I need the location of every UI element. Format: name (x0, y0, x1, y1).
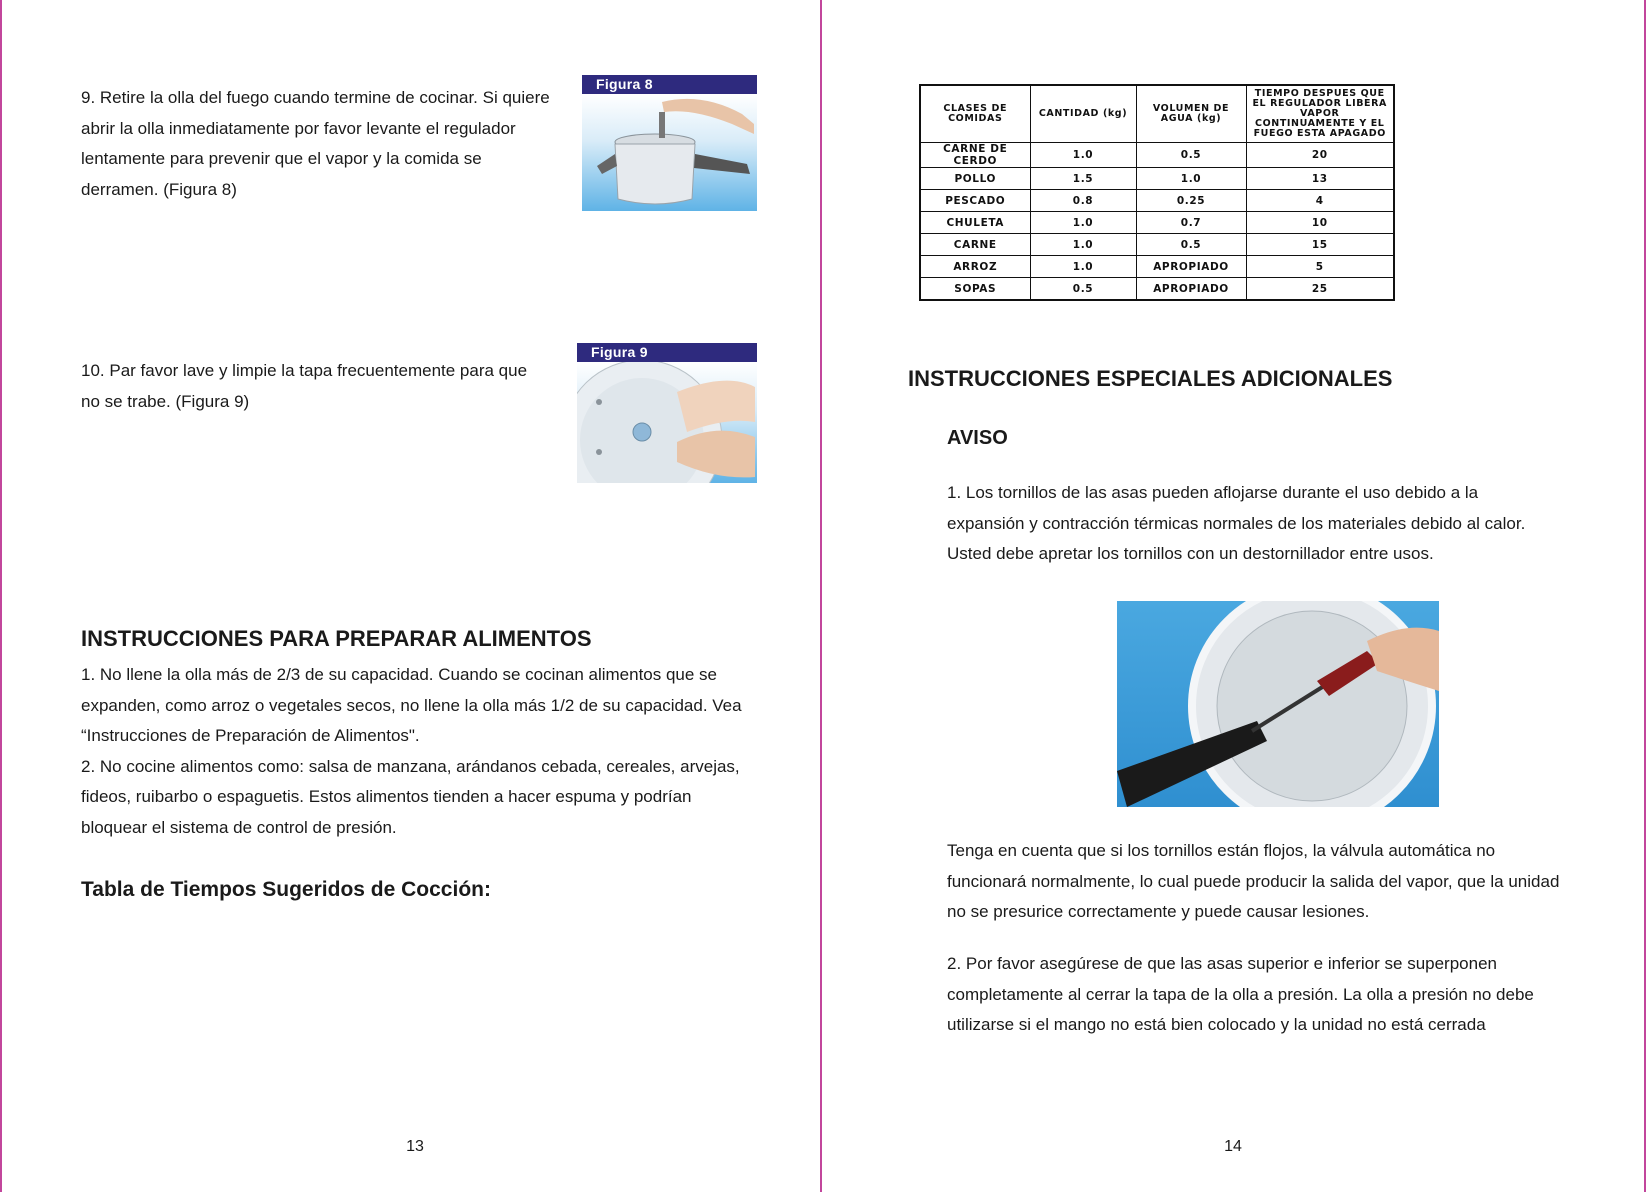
text-line: no se trabe. (Figura 9) (81, 391, 250, 411)
text-line: 2. Por favor asegúrese de que las asas superior e inferior se superponen (947, 954, 1497, 973)
table-cell: APROPIADO (1136, 256, 1246, 278)
table-row (920, 278, 1394, 301)
text-line: Usted debe apretar los tornillos con un destornillador entre usos. (947, 544, 1434, 563)
table-cell: 1.0 (1030, 212, 1136, 234)
table-cell: POLLO (920, 168, 1030, 190)
text-line: 1. Los tornillos de las asas pueden aflojarse durante el uso debido a la (947, 483, 1479, 502)
text-line: 10. Par favor lave y limpie la tapa frecuentemente para que (81, 361, 528, 380)
table-cell: SOPAS (920, 278, 1030, 301)
text-line: expanden, como arroz o vegetales secos, no llene la olla más 1/2 de su capacidad. Vea (81, 695, 742, 715)
figure-8 (582, 75, 757, 211)
page-number: 14 (1224, 1138, 1242, 1155)
aviso-1-text (947, 478, 1525, 570)
table-cell: 25 (1246, 278, 1394, 301)
text-line: funcionará normalmente, lo cual puede producir la salida del vapor, que la unidad (947, 871, 1560, 891)
table-cell: 1.0 (1030, 143, 1136, 168)
figure-9-label: Figura 9 (577, 343, 757, 362)
col-header: TIEMPO DESPUES QUE EL REGULADOR LIBERA VAPOR CONTINUAMENTE Y EL FUEGO ESTA APAGADO (1246, 85, 1394, 143)
text-line: lentamente para prevenir que el vapor y la comida se (81, 149, 482, 168)
table-cell: CARNE (920, 234, 1030, 256)
text-line: bloquear el sistema de control de presión. (81, 817, 397, 837)
table-cell: 1.0 (1136, 168, 1246, 190)
step-10-text (81, 356, 527, 417)
figure-8-label: Figura 8 (582, 75, 757, 94)
page-number: 13 (406, 1138, 424, 1155)
table-cell: 0.5 (1030, 278, 1136, 301)
loose-screws-note (947, 836, 1559, 928)
table-row (920, 256, 1394, 278)
table-cell: 1.0 (1030, 234, 1136, 256)
table-row (920, 212, 1394, 234)
figure-9 (577, 343, 757, 483)
table-cell: 0.5 (1136, 234, 1246, 256)
food-prep-heading: INSTRUCCIONES PARA PREPARAR ALIMENTOS (81, 626, 592, 651)
page-14 (822, 0, 1646, 1192)
table-row (920, 190, 1394, 212)
table-cell: 10 (1246, 212, 1394, 234)
text-line: 9. Retire la olla del fuego cuando termine de cocinar. Si quiere (81, 88, 550, 107)
text-line: utilizarse si el mango no está bien colocado y la unidad no está cerrada (947, 1015, 1486, 1034)
text-line: Tenga en cuenta que si los tornillos están flojos, la válvula automática no (947, 841, 1496, 860)
text-line: “Instrucciones de Preparación de Alimentos". (81, 726, 420, 745)
table-cell: 1.5 (1030, 168, 1136, 190)
special-instructions-heading: INSTRUCCIONES ESPECIALES ADICIONALES (908, 366, 1393, 391)
text-line: fideos, ruibarbo o espaguetis. Estos alimentos tienden a hacer espuma y podrían (81, 787, 692, 806)
table-cell: 0.25 (1136, 190, 1246, 212)
food-prep-text (81, 660, 742, 843)
table-cell: 0.8 (1030, 190, 1136, 212)
table-header-row (920, 85, 1394, 143)
table-cell: 0.7 (1136, 212, 1246, 234)
page-13 (0, 0, 822, 1192)
table-cell: CHULETA (920, 212, 1030, 234)
cooking-times-table (919, 84, 1395, 301)
table-cell: 13 (1246, 168, 1394, 190)
text-line: abrir la olla inmediatamente por favor levante el regulador (81, 118, 516, 138)
table-cell: 20 (1246, 143, 1394, 168)
col-header: CANTIDAD (kg) (1030, 85, 1136, 143)
table-cell: CARNE DE CERDO (920, 143, 1030, 168)
table-cell: ARROZ (920, 256, 1030, 278)
col-header: CLASES DE COMIDAS (920, 85, 1030, 143)
screwdriver-photo (1117, 601, 1439, 807)
table-cell: 4 (1246, 190, 1394, 212)
aviso-2-text (947, 949, 1534, 1041)
table-cell: 0.5 (1136, 143, 1246, 168)
table-cell: 1.0 (1030, 256, 1136, 278)
text-line: derramen. (Figura 8) (81, 179, 237, 199)
table-cell: 15 (1246, 234, 1394, 256)
lid-cleaning-photo (577, 362, 757, 483)
table-cell: PESCADO (920, 190, 1030, 212)
text-line: no se presurice correctamente y puede causar lesiones. (947, 902, 1370, 921)
table-row (920, 234, 1394, 256)
table-row (920, 143, 1394, 168)
text-line: 1. No llene la olla más de 2/3 de su capacidad. Cuando se cocinan alimentos que se (81, 665, 718, 684)
text-line: completamente al cerrar la tapa de la olla a presión. La olla a presión no debe (947, 984, 1534, 1004)
pressure-cooker-photo (582, 94, 757, 211)
table-heading: Tabla de Tiempos Sugeridos de Cocción: (81, 878, 491, 901)
table-cell: 5 (1246, 256, 1394, 278)
text-line: expansión y contracción térmicas normales de los materiales debido al calor. (947, 513, 1526, 533)
text-line: 2. No cocine alimentos como: salsa de manzana, arándanos cebada, cereales, arvejas, (81, 756, 740, 776)
step-9-text (81, 83, 550, 205)
col-header: VOLUMEN DE AGUA (kg) (1136, 85, 1246, 143)
aviso-heading: AVISO (947, 427, 1008, 449)
table-row (920, 168, 1394, 190)
table-cell: APROPIADO (1136, 278, 1246, 301)
